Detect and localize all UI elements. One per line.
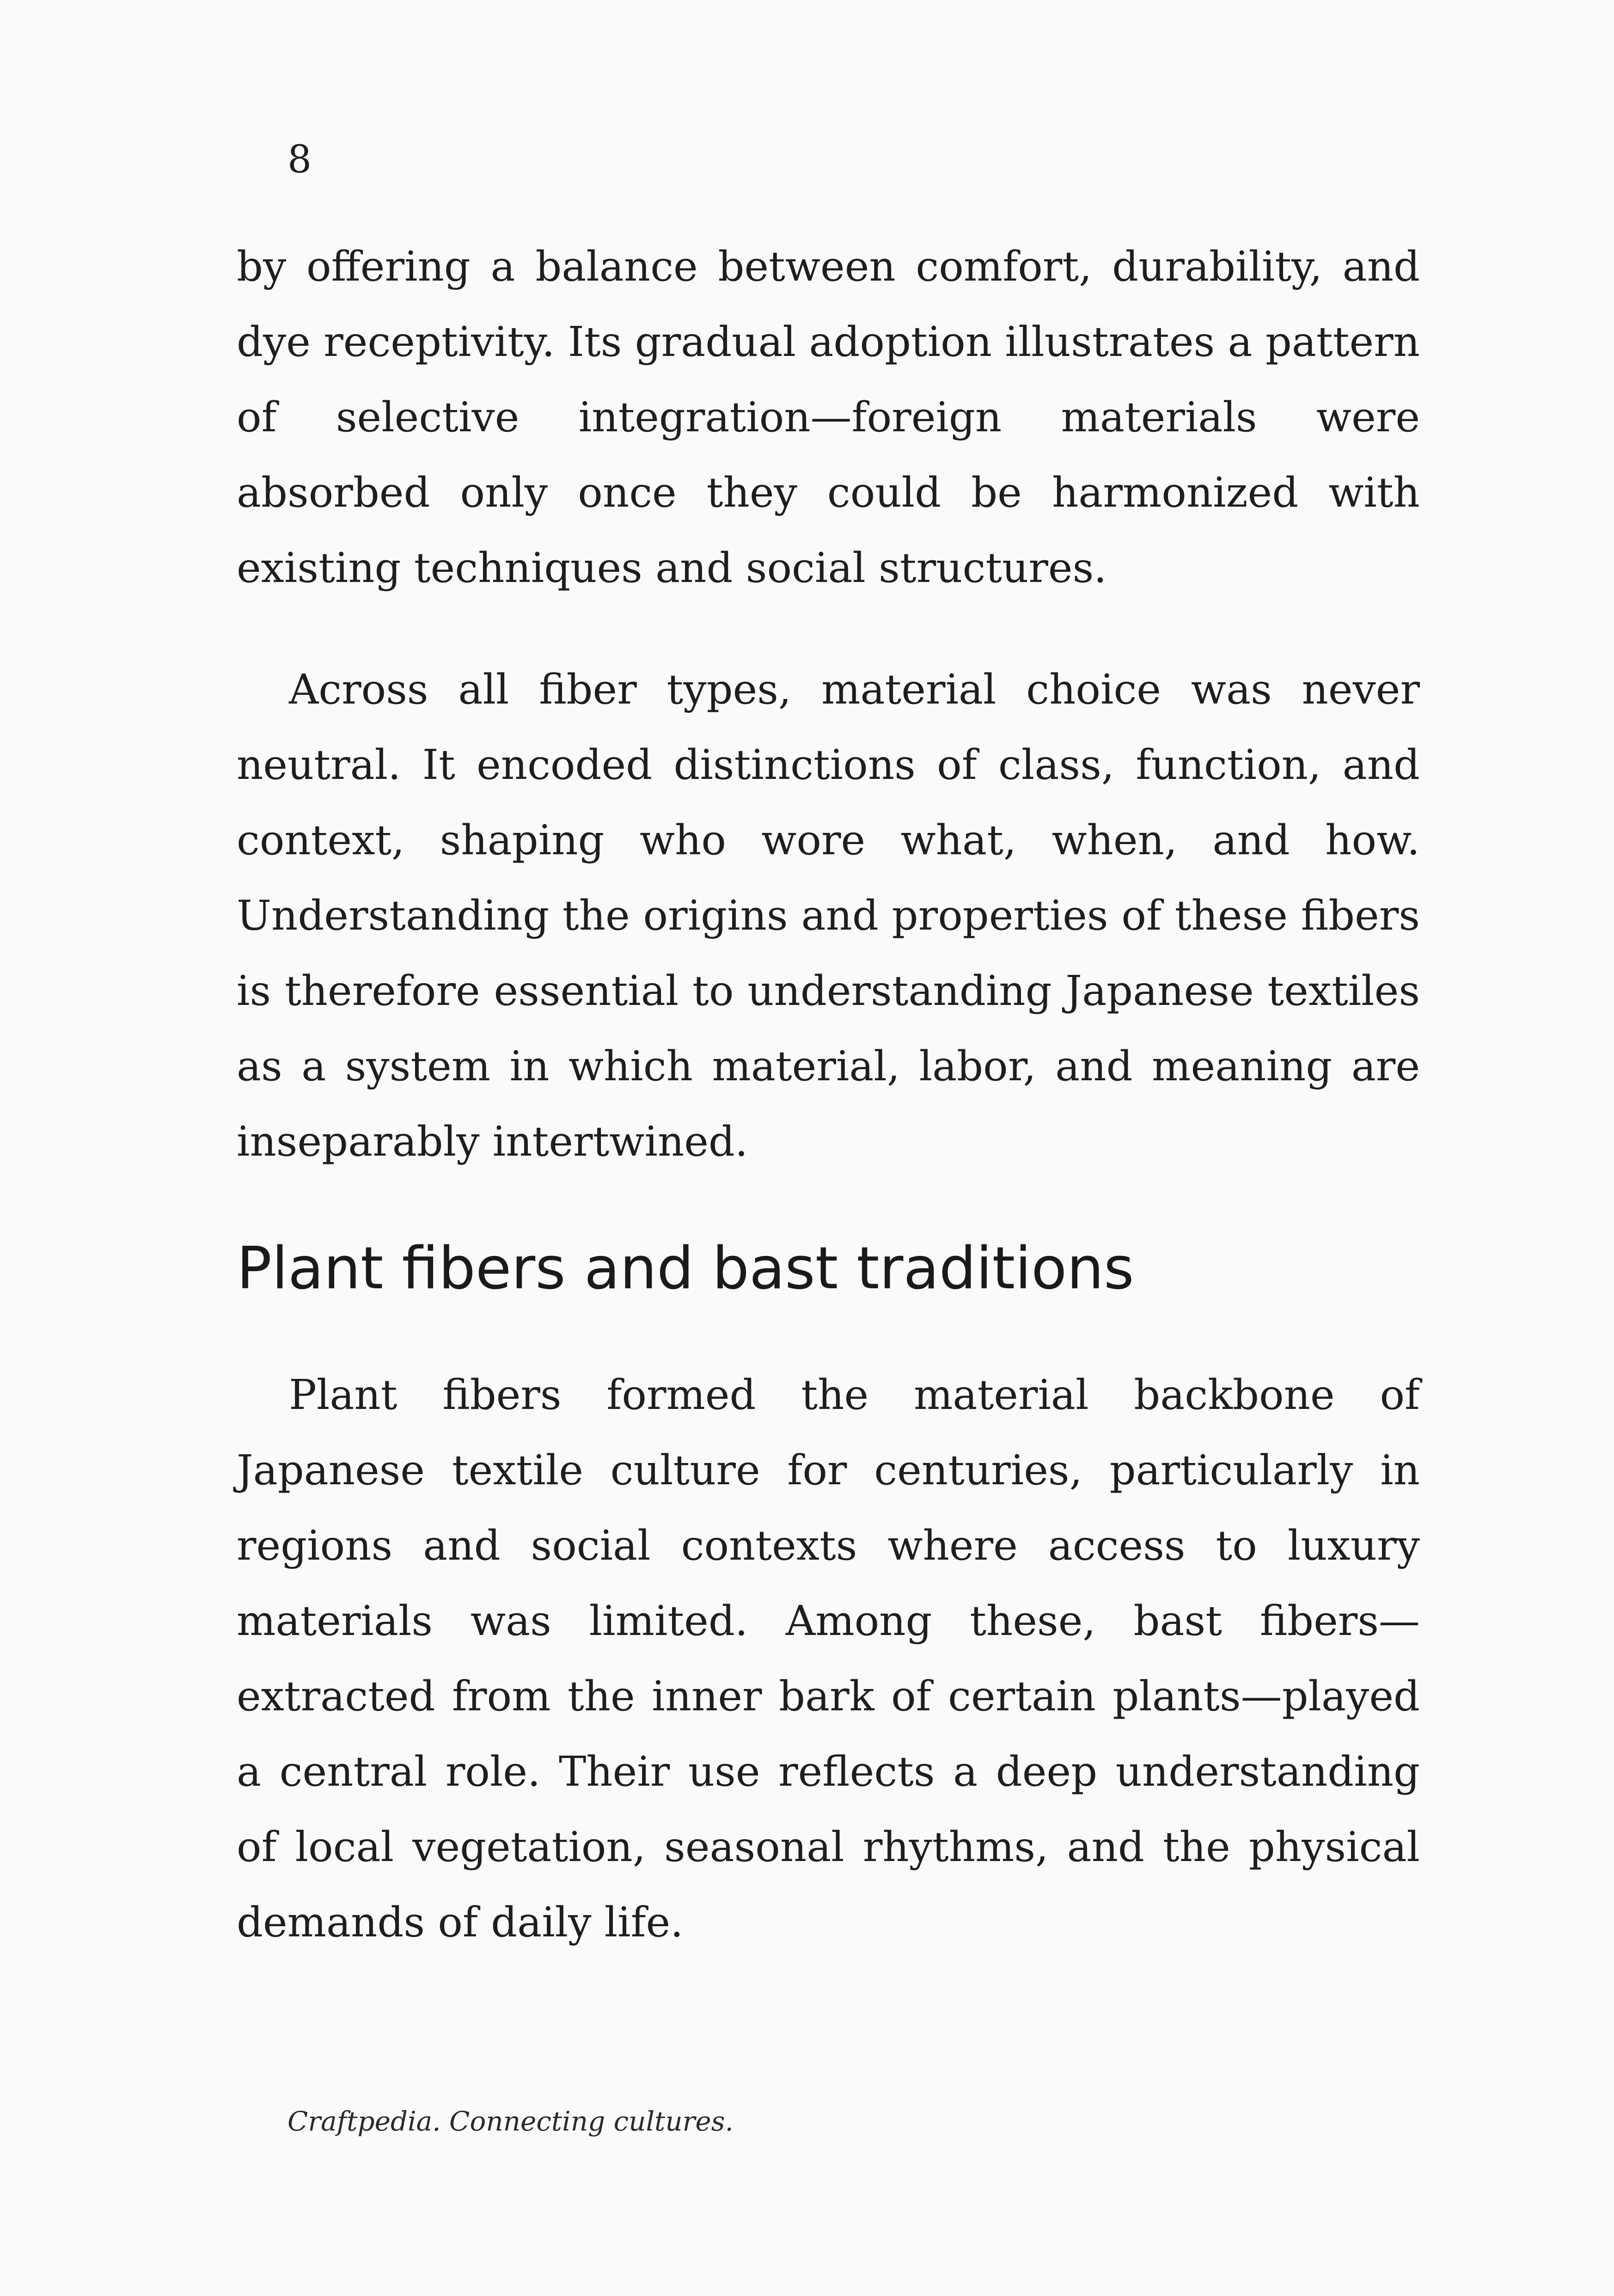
- paragraph-continuation: by offering a balance between comfort, durability, and dye receptivity. Its gradual adoption illustrates a pattern of selective integration—foreign materials were absorbed only once they could be harmonized with existing techniques and social structures.: [237, 242, 1420, 592]
- body-text-block-1: [237, 229, 1420, 606]
- body-text-block-3: [237, 1357, 1420, 1960]
- paragraph-plant-fibers: Plant fibers formed the material backbone of Japanese textile culture for centuries, particularly in regions and social contexts where access to luxury materials was limited. Among these, bast fibers—extracted from the inner bark of certain plants—played a central role. Their use reflects a deep understanding of local vegetation, seasonal rhythms, and the physical demands of daily life.: [237, 1371, 1420, 1946]
- paragraph-fiber-types: Across all fiber types, material choice was never neutral. It encoded distinctions of class, function, and context, shaping who wore what, when, and how. Understanding the origins and properties of these fibers is therefore essential to understanding Japanese textiles as a system in which material, labor, and meaning are inseparably intertwined.: [237, 665, 1420, 1165]
- body-text-block-2: [237, 652, 1420, 1179]
- page-footer: Craftpedia. Connecting cultures.: [287, 2106, 734, 2137]
- section-heading: Plant fibers and bast traditions: [237, 1234, 1134, 1302]
- page-number: 8: [287, 138, 312, 182]
